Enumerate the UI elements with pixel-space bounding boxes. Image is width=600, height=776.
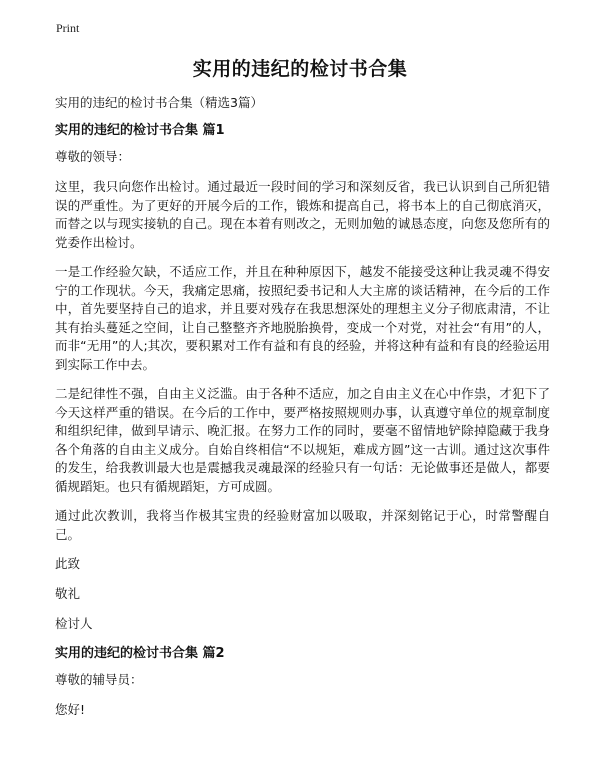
signature: 检讨人	[55, 616, 93, 631]
section-1-paragraph: 一是工作经验欠缺，不适应工作，并且在种种原因下，越发不能接受这种让我灵魂不得安宁的工作现状。今天，我痛定思痛，按照纪委书记和人大主席的谈话精神，在今后的工作中，首先要坚持自己的追求，并且要对残存在我思想深处的理想主义分子彻底肃清，不让其有抬头蔓延之空间，让自己整整齐齐地脱胎换骨，变成一个对党，对社会“有用”的人，而非“无用”的人;其次，要积累对工作有益和有良的经验，并将这种有益和有良的经验运用到实际工作中去。	[55, 264, 550, 372]
document-title: 实用的违纪的检讨书合集	[192, 58, 408, 80]
section-2-heading: 实用的违纪的检讨书合集 篇2	[55, 646, 225, 661]
section-2-salutation: 您好!	[55, 702, 86, 717]
section-1-paragraph: 通过此次教训，我将当作极其宝贵的经验财富加以吸取，并深刻铭记于心，时常警醒自己。	[55, 508, 550, 542]
section-1-greeting: 尊敬的领导：	[55, 149, 131, 164]
section-1	[55, 122, 550, 633]
document-body	[55, 94, 550, 731]
document-subtitle: 实用的违纪的检讨书合集（精选3篇）	[55, 95, 263, 110]
section-1-heading: 实用的违纪的检讨书合集 篇1	[55, 123, 225, 138]
section-2-greeting: 尊敬的辅导员：	[55, 672, 143, 687]
print-link[interactable]: Print	[56, 21, 80, 35]
section-1-paragraph: 这里，我只向您作出检讨。通过最近一段时间的学习和深刻反省，我已认识到自己所犯错误的严重性。为了更好的开展今后的工作，锻炼和提高自己，将书本上的自己彻底消灭，而替之以与现实接轨的自己。现在本着有则改之，无则加勉的诚恳态度，向您及您所有的党委作出检讨。	[55, 179, 550, 250]
closing-line: 此致	[55, 556, 81, 571]
section-2	[55, 645, 550, 719]
closing-salute: 敬礼	[55, 586, 81, 601]
section-1-paragraph: 二是纪律性不强，自由主义泛滥。由于各种不适应，加之自由主义在心中作祟，才犯下了今天这样严重的错误。在今后的工作中，要严格按照规则办事，认真遵守单位的规章制度和组织纪律，做到早请示、晚汇报。在努力工作的同时，要毫不留情地铲除掉隐藏于我身各个角落的自由主义成分。自始自终相信“不以规矩，难成方圆”这一古训。通过这次事件的发生，给我教训最大也是震撼我灵魂最深的经验只有一句话：无论做事还是做人，都要循规蹈矩。也只有循规蹈矩，方可成圆。	[55, 386, 550, 494]
